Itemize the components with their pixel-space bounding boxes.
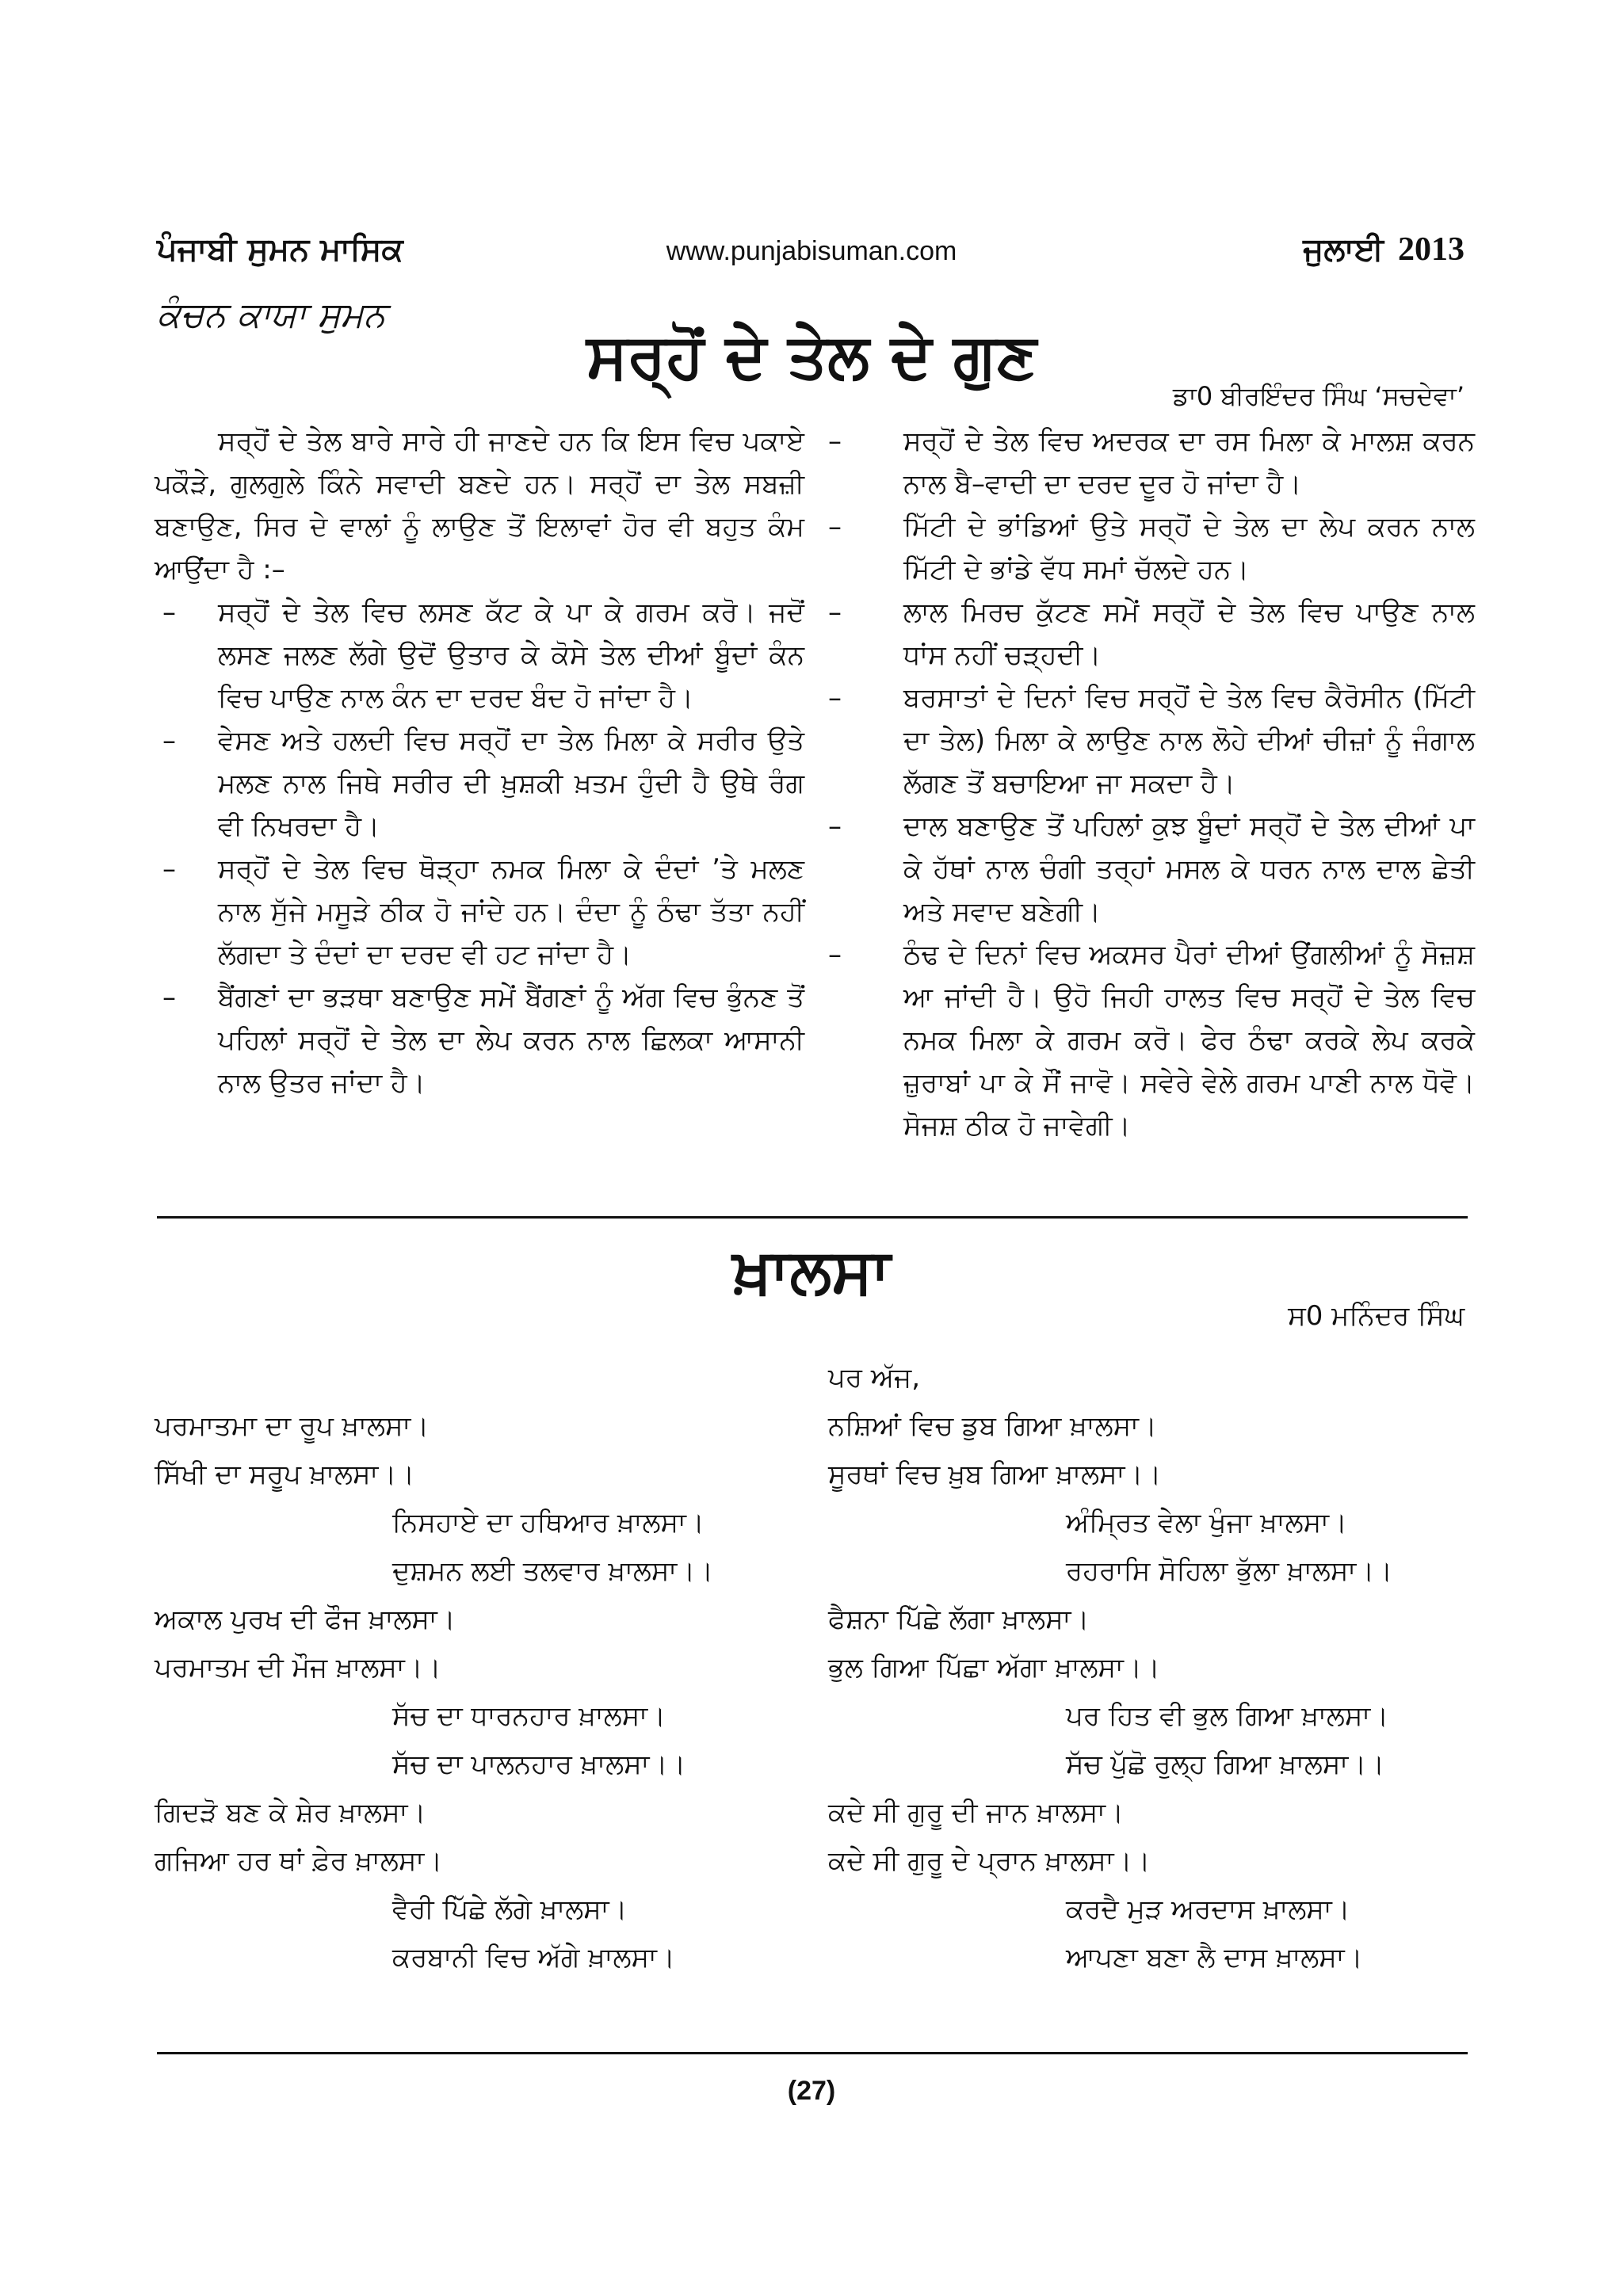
list-item	[155, 591, 804, 719]
poem-line: ਸਿੱਖੀ ਦਾ ਸਰੂਪ ਖ਼ਾਲਸਾ।।	[155, 1459, 415, 1490]
list-item-text: ਮਿੱਟੀ ਦੇ ਭਾਂਡਿਆਂ ਉਤੇ ਸਰ੍ਹੋਂ ਦੇ ਤੇਲ ਦਾ ਲੇਪ ਕਰਨ ਨਾਲ ਮਿੱਟੀ ਦੇ ਭਾਂਡੇ ਵੱਧ ਸਮਾਂ ਚੱਲਦੇ ਹਨ।	[903, 511, 1475, 585]
list-item-text: ਦਾਲ ਬਣਾਉਣ ਤੋਂ ਪਹਿਲਾਂ ਕੁਝ ਬੂੰਦਾਂ ਸਰ੍ਹੋਂ ਦੇ ਤੇਲ ਦੀਆਂ ਪਾ ਕੇ ਹੱਥਾਂ ਨਾਲ ਚੰਗੀ ਤਰ੍ਹਾਂ ਮਸਲ ਕੇ ਧਰਨ ਨਾਲ ਦਾਲ ਛੇਤੀ ਅਤੇ ਸਵਾਦ ਬਣੇਗੀ।	[903, 810, 1475, 928]
bullet-dash: –	[828, 597, 842, 628]
poem-line: ਦੁਸ਼ਮਨ ਲਈ ਤਲਵਾਰ ਖ਼ਾਲਸਾ।।	[392, 1555, 714, 1587]
website-url: www.punjabisuman.com	[666, 236, 957, 266]
poem-line: ਨਸ਼ਿਆਂ ਵਿਚ ਡੁਬ ਗਿਆ ਖ਼ਾਲਸਾ।	[828, 1410, 1157, 1442]
issue-month: ਜੁਲਾਈ	[1303, 231, 1384, 268]
article-right-column	[828, 420, 1475, 1147]
poem-line: ਗਿਦੜੋ ਬਣ ਕੇ ਸ਼ੇਰ ਖ਼ਾਲਸਾ।	[155, 1797, 426, 1829]
poem-line: ਸੱਚ ਪੁੱਛੋ ਰੁਲ੍ਹ ਗਿਆ ਖ਼ਾਲਸਾ।।	[1066, 1749, 1385, 1780]
list-item	[828, 505, 1475, 591]
poem-line: ਪਰਮਾਤਮਾ ਦਾ ਰੂਪ ਖ਼ਾਲਸਾ।	[155, 1410, 430, 1442]
list-item	[828, 420, 1475, 505]
magazine-name: ਪੰਜਾਬੀ ਸੁਮਨ ਮਾਸਿਕ	[157, 231, 403, 268]
list-item-text: ਬਰਸਾਤਾਂ ਦੇ ਦਿਨਾਂ ਵਿਚ ਸਰ੍ਹੋਂ ਦੇ ਤੇਲ ਵਿਚ ਕੈਰੋਸੀਨ (ਮਿੱਟੀ ਦਾ ਤੇਲ) ਮਿਲਾ ਕੇ ਲਾਉਣ ਨਾਲ ਲੋਹੇ ਦੀਆਂ ਚੀਜ਼ਾਂ ਨੂੰ ਜੰਗਾਲ ਲੱਗਣ ਤੋਂ ਬਚਾਇਆ ਜਾ ਸਕਦਾ ਹੈ।	[903, 682, 1475, 799]
bullet-dash: –	[828, 425, 842, 457]
issue-year: 2013	[1398, 231, 1465, 268]
poem-line: ਵੈਰੀ ਪਿੱਛੇ ਲੱਗੇ ਖ਼ਾਲਸਾ।	[392, 1894, 628, 1925]
article-intro: ਸਰ੍ਹੋਂ ਦੇ ਤੇਲ ਬਾਰੇ ਸਾਰੇ ਹੀ ਜਾਣਦੇ ਹਨ ਕਿ ਇਸ ਵਿਚ ਪਕਾਏ ਪਕੌੜੇ, ਗੁਲਗੁਲੇ ਕਿੰਨੇ ਸਵਾਦੀ ਬਣਦੇ ਹਨ। ਸਰ੍ਹੋਂ ਦਾ ਤੇਲ ਸਬਜ਼ੀ ਬਣਾਉਣ, ਸਿਰ ਦੇ ਵਾਲਾਂ ਨੂੰ ਲਾਉਣ ਤੋਂ ਇਲਾਵਾਂ ਹੋਰ ਵੀ ਬਹੁਤ ਕੰਮ ਆਉਂਦਾ ਹੈ :–	[155, 425, 804, 585]
bullet-dash: –	[828, 682, 842, 714]
list-item-text: ਵੇਸਣ ਅਤੇ ਹਲਦੀ ਵਿਚ ਸਰ੍ਹੋਂ ਦਾ ਤੇਲ ਮਿਲਾ ਕੇ ਸਰੀਰ ਉਤੇ ਮਲਣ ਨਾਲ ਜਿਥੇ ਸਰੀਰ ਦੀ ਖ਼ੁਸ਼ਕੀ ਖ਼ਤਮ ਹੁੰਦੀ ਹੈ ਉਥੇ ਰੰਗ ਵੀ ਨਿਖਰਦਾ ਹੈ।	[218, 725, 804, 842]
article-title: ਸਰ੍ਹੋਂ ਦੇ ਤੇਲ ਦੇ ਗੁਣ	[586, 321, 1037, 392]
poem-line: ਕਦੇ ਸੀ ਗੁਰੂ ਦੇ ਪ੍ਰਾਨ ਖ਼ਾਲਸਾ।।	[828, 1845, 1151, 1877]
list-item	[155, 976, 804, 1104]
poem-line: ਅਕਾਲ ਪੁਰਖ ਦੀ ਫੌਜ ਖ਼ਾਲਸਾ।	[155, 1604, 456, 1635]
poem-line: ਸੱਚ ਦਾ ਪਾਲਨਹਾਰ ਖ਼ਾਲਸਾ।।	[392, 1749, 686, 1780]
list-item-text: ਲਾਲ ਮਿਰਚ ਕੁੱਟਣ ਸਮੇਂ ਸਰ੍ਹੋਂ ਦੇ ਤੇਲ ਵਿਚ ਪਾਉਣ ਨਾਲ ਧਾਂਸ ਨਹੀਂ ਚੜ੍ਹਦੀ।	[903, 597, 1475, 671]
list-item	[828, 805, 1475, 933]
poem-line: ਪਰਮਾਤਮ ਦੀ ਮੌਜ ਖ਼ਾਲਸਾ।।	[155, 1652, 441, 1684]
poem-title: ਖ਼ਾਲਸਾ	[732, 1236, 891, 1307]
list-item	[828, 591, 1475, 677]
poem-right-column	[828, 1354, 1478, 1982]
poem-line: ਸੱਚ ਦਾ ਧਾਰਨਹਾਰ ਖ਼ਾਲਸਾ।	[392, 1700, 666, 1732]
footer-divider	[157, 2052, 1468, 2054]
list-item	[828, 933, 1475, 1147]
bullet-dash: –	[162, 853, 176, 885]
section-divider	[157, 1216, 1468, 1219]
poem-line: ਗਜਿਆ ਹਰ ਥਾਂ ਫ਼ੇਰ ਖ਼ਾਲਸਾ।	[155, 1845, 443, 1877]
page-number: (27)	[787, 2076, 836, 2106]
poem-line: ਅੰਮ੍ਰਿਤ ਵੇਲਾ ਖੁੰਜਾ ਖ਼ਾਲਸਾ।	[1066, 1507, 1347, 1539]
poem-line: ਪਰ ਅੱਜ,	[828, 1362, 921, 1394]
column-label: ਕੰਚਨ ਕਾਯਾ ਸੁਮਨ	[157, 295, 386, 335]
list-item-text: ਸਰ੍ਹੋਂ ਦੇ ਤੇਲ ਵਿਚ ਅਦਰਕ ਦਾ ਰਸ ਮਿਲਾ ਕੇ ਮਾਲਸ਼ ਕਰਨ ਨਾਲ ਬੈ–ਵਾਦੀ ਦਾ ਦਰਦ ਦੂਰ ਹੋ ਜਾਂਦਾ ਹੈ।	[903, 425, 1475, 500]
poem-line: ਫੈਸ਼ਨਾ ਪਿੱਛੇ ਲੱਗਾ ਖ਼ਾਲਸਾ।	[828, 1604, 1090, 1635]
article-author: ਡਾ0 ਬੀਰਇੰਦਰ ਸਿੰਘ ‘ਸਚਦੇਵਾ’	[1172, 381, 1465, 411]
list-item-text: ਠੰਢ ਦੇ ਦਿਨਾਂ ਵਿਚ ਅਕਸਰ ਪੈਰਾਂ ਦੀਆਂ ਉਂਗਲੀਆਂ ਨੂੰ ਸੋਜ਼ਸ਼ ਆ ਜਾਂਦੀ ਹੈ। ਉਹੋ ਜਿਹੀ ਹਾਲਤ ਵਿਚ ਸਰ੍ਹੋਂ ਦੇ ਤੇਲ ਵਿਚ ਨਮਕ ਮਿਲਾ ਕੇ ਗਰਮ ਕਰੋ। ਫੇਰ ਠੰਢਾ ਕਰਕੇ ਲੇਪ ਕਰਕੇ ਜ਼ੁਰਾਬਾਂ ਪਾ ਕੇ ਸੌਂ ਜਾਵੋ। ਸਵੇਰੇ ਵੇਲੇ ਗਰਮ ਪਾਣੀ ਨਾਲ ਧੋਵੋ। ਸੋਜਸ਼ ਠੀਕ ਹੋ ਜਾਵੇਗੀ।	[903, 939, 1475, 1142]
poem-line: ਭੁਲ ਗਿਆ ਪਿੱਛਾ ਅੱਗਾ ਖ਼ਾਲਸਾ।।	[828, 1652, 1160, 1684]
article-left-column	[155, 420, 804, 1104]
bullet-dash: –	[162, 597, 176, 628]
list-item	[155, 848, 804, 976]
bullet-dash: –	[828, 810, 842, 842]
poem-line: ਸੂਰਥਾਂ ਵਿਚ ਖ਼ੁਬ ਗਿਆ ਖ਼ਾਲਸਾ।।	[828, 1459, 1162, 1490]
bullet-dash: –	[828, 511, 842, 543]
poem-author: ਸ0 ਮਨਿੰਦਰ ਸਿੰਘ	[1288, 1300, 1465, 1332]
issue-date	[1303, 230, 1465, 269]
bullet-dash: –	[162, 725, 176, 757]
poem-line: ਕਰਬਾਨੀ ਵਿਚ ਅੱਗੇ ਖ਼ਾਲਸਾ।	[392, 1942, 675, 1974]
bullet-dash: –	[828, 939, 842, 971]
bullet-dash: –	[162, 982, 176, 1013]
list-item	[155, 719, 804, 848]
poem-line: ਕਦੇ ਸੀ ਗੁਰੂ ਦੀ ਜਾਨ ਖ਼ਾਲਸਾ।	[828, 1797, 1124, 1829]
list-item	[828, 677, 1475, 805]
poem-line: ਨਿਸਹਾਏ ਦਾ ਹਥਿਆਰ ਖ਼ਾਲਸਾ।	[392, 1507, 705, 1539]
list-item-text: ਸਰ੍ਹੋਂ ਦੇ ਤੇਲ ਵਿਚ ਲਸਣ ਕੱਟ ਕੇ ਪਾ ਕੇ ਗਰਮ ਕਰੋ। ਜਦੋਂ ਲਸਣ ਜਲਣ ਲੱਗੇ ਉਦੋਂ ਉਤਾਰ ਕੇ ਕੋਸੇ ਤੇਲ ਦੀਆਂ ਬੂੰਦਾਂ ਕੰਨ ਵਿਚ ਪਾਉਣ ਨਾਲ ਕੰਨ ਦਾ ਦਰਦ ਬੰਦ ਹੋ ਜਾਂਦਾ ਹੈ।	[218, 597, 804, 714]
poem-line: ਕਰਦੈ ਮੁੜ ਅਰਦਾਸ ਖ਼ਾਲਸਾ।	[1066, 1894, 1350, 1925]
poem-left-column	[155, 1402, 804, 1982]
poem-line: ਪਰ ਹਿਤ ਵੀ ਭੁਲ ਗਿਆ ਖ਼ਾਲਸਾ।	[1066, 1700, 1389, 1732]
list-item-text: ਸਰ੍ਹੋਂ ਦੇ ਤੇਲ ਵਿਚ ਥੋੜ੍ਹਾ ਨਮਕ ਮਿਲਾ ਕੇ ਦੰਦਾਂ ’ਤੇ ਮਲਣ ਨਾਲ ਸੁੱਜੇ ਮਸੂੜੇ ਠੀਕ ਹੋ ਜਾਂਦੇ ਹਨ। ਦੰਦਾ ਨੂੰ ਠੰਢਾ ਤੱਤਾ ਨਹੀਂ ਲੱਗਦਾ ਤੇ ਦੰਦਾਂ ਦਾ ਦਰਦ ਵੀ ਹਟ ਜਾਂਦਾ ਹੈ।	[218, 853, 804, 971]
poem-line: ਆਪਣਾ ਬਣਾ ਲੈ ਦਾਸ ਖ਼ਾਲਸਾ।	[1066, 1942, 1363, 1974]
poem-line: ਰਹਰਾਸਿ ਸੋਹਿਲਾ ਭੁੱਲਾ ਖ਼ਾਲਸਾ।।	[1066, 1555, 1393, 1587]
list-item-text: ਬੈਂਗਣਾਂ ਦਾ ਭੜਥਾ ਬਣਾਉਣ ਸਮੇਂ ਬੈਂਗਣਾਂ ਨੂੰ ਅੱਗ ਵਿਚ ਭੁੰਨਣ ਤੋਂ ਪਹਿਲਾਂ ਸਰ੍ਹੋਂ ਦੇ ਤੇਲ ਦਾ ਲੇਪ ਕਰਨ ਨਾਲ ਛਿਲਕਾ ਆਸਾਨੀ ਨਾਲ ਉਤਰ ਜਾਂਦਾ ਹੈ।	[218, 982, 804, 1099]
